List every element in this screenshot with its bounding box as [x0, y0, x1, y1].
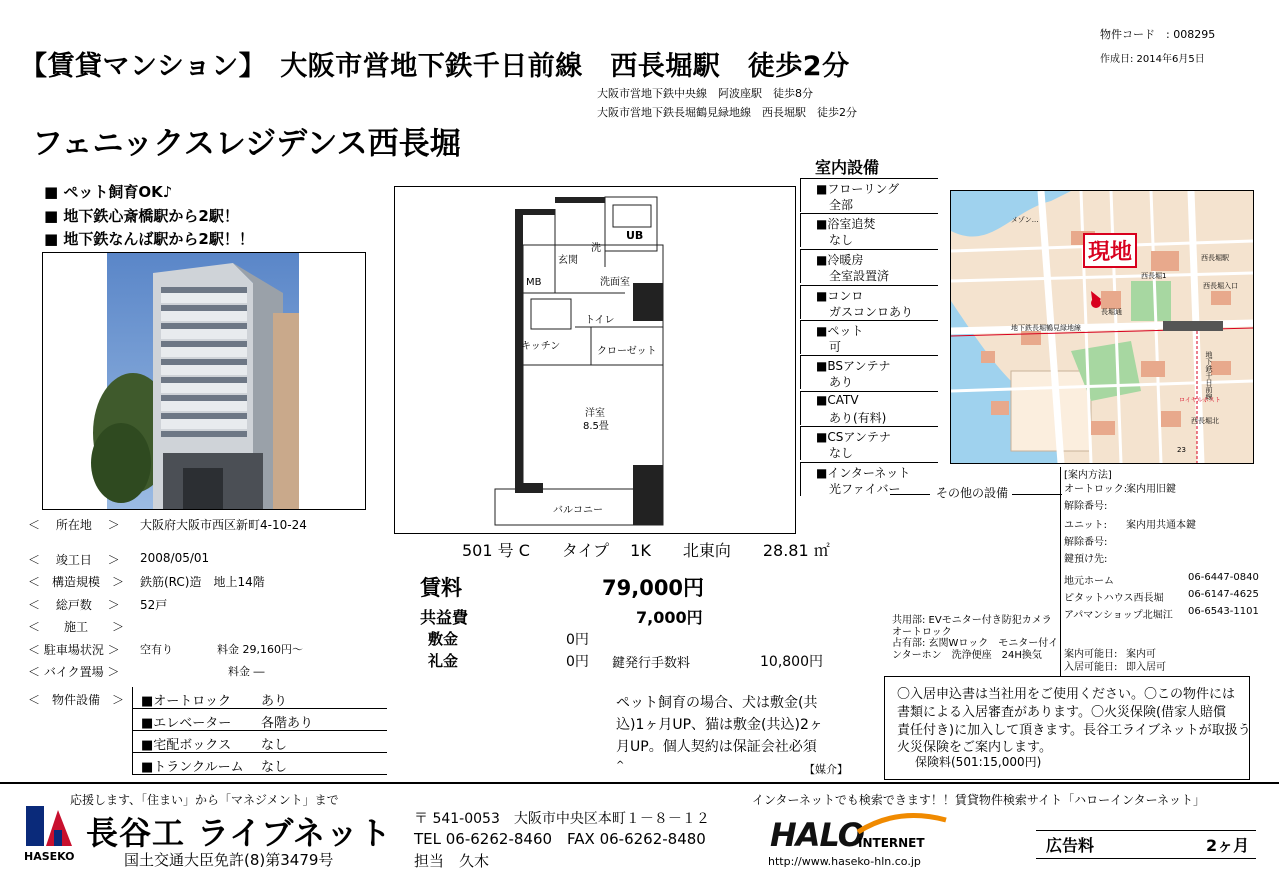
building-equip-row: ■エレベーター 各階あり	[132, 709, 387, 731]
notice-line-2: 書類による入居審査があります。〇火災保険(借家人賠償	[897, 705, 1227, 720]
ad-fee-label: 広告料	[1046, 836, 1095, 855]
feature-3: ■ 地下鉄なんば駅から2駅！！	[44, 230, 254, 248]
interior-item: ■コンロ ガスコンロあり	[800, 285, 938, 319]
map-label-sennichimae: 地下鉄千日前線	[1205, 351, 1213, 400]
common-fee-label: 共益費	[420, 608, 469, 627]
notice-line-5: 保険料(501:15,000円)	[915, 755, 1042, 769]
company-tel-fax: TEL 06-6262-8460 FAX 06-6262-8480	[414, 830, 706, 848]
room-senmen: 洗面室	[600, 277, 630, 288]
license-number: 国土交通大臣免許(8)第3479号	[124, 851, 334, 869]
key-money-label: 礼金	[428, 652, 459, 670]
staff-name: 担当 久木	[414, 852, 490, 870]
common-facilities: 共用部: EVモニター付き防犯カメラ オートロック	[892, 615, 1062, 638]
company-url: http://www.haseko-hln.co.jp	[768, 855, 921, 868]
halo-swoosh-icon	[856, 810, 948, 836]
deposit-value: 0円	[566, 632, 589, 648]
interior-item: ■BSアンテナ あり	[800, 355, 938, 389]
interior-item: ■CSアンテナ なし	[800, 426, 938, 460]
room-toilet: トイレ	[585, 315, 615, 326]
guide-unlock-no: 解除番号:	[1064, 501, 1108, 512]
other-equipment-label: その他の設備	[936, 486, 1009, 500]
company-name: 長谷工 ライブネット	[86, 814, 392, 852]
guide-move-in: 入居可能日: 即入居可	[1064, 662, 1166, 673]
agent-row: 地元ホーム 06-6447-0840	[1064, 572, 1259, 587]
room-mb: MB	[526, 277, 542, 288]
footer-tagline: 応援します、「住まい」から「マネジメント」まで	[70, 793, 339, 807]
map-label-north: 西長堀北	[1191, 417, 1219, 425]
agent-row: アパマンショップ北堀江 06-6543-1101	[1064, 606, 1259, 621]
internet-search-line: インターネットでも検索できます！！賃貸物件検索サイト「ハローインターネット」	[752, 793, 1206, 807]
mediation-label: 【媒介】	[804, 763, 848, 776]
common-fee-value: 7,000円	[636, 608, 703, 627]
location-map	[950, 190, 1254, 464]
sub-line-1: 大阪市営地下鉄中央線 阿波座駅 徒歩8分	[597, 87, 813, 100]
unit-info: 501 号 C タイプ 1K 北東向 28.81 ㎡	[462, 541, 830, 560]
room-genkan: 玄関	[558, 255, 578, 266]
map-label-23: 23	[1177, 446, 1186, 454]
building-photo	[43, 253, 365, 509]
guide-heading: [案内方法]	[1064, 470, 1112, 481]
map-label-mezon: メゾン...	[1011, 216, 1039, 224]
key-money-value: 0円	[566, 654, 589, 670]
map-label-road: 長堀通	[1101, 308, 1122, 316]
floorplan-frame	[394, 186, 796, 534]
interior-item: ■インターネット 光ファイバー	[800, 462, 938, 496]
room-wash: 洗	[591, 243, 601, 254]
room-closet: クローゼット	[597, 346, 657, 357]
haseko-brand: HASEKO	[24, 850, 75, 863]
ad-fee-value: 2ヶ月	[1206, 836, 1250, 855]
deposit-label: 敷金	[428, 630, 459, 648]
property-code: 物件コード : 008295	[1100, 28, 1216, 41]
room-balcony: バルコニー	[553, 505, 603, 516]
building-equip-row: ■宅配ボックス なし	[132, 731, 387, 753]
notice-line-1: 〇入居申込書は当社用をご使用ください。〇この物件には	[897, 687, 1236, 702]
halo-logo: HALO	[770, 816, 864, 854]
room-ub: UB	[626, 229, 644, 242]
interior-item: ■冷暖房 全室設置済	[800, 249, 938, 283]
building-name: フェニックスレジデンス西長堀	[32, 126, 461, 162]
feature-2: ■ 地下鉄心斎橋駅から2駅！	[44, 207, 239, 225]
key-fee-value: 10,800円	[760, 654, 823, 670]
room-kitchen: キッチン	[521, 341, 561, 352]
sub-line-2: 大阪市営地下鉄長堀鶴見緑地線 西長堀駅 徒歩2分	[597, 106, 857, 119]
map-label-entrance: 西長堀入口	[1203, 282, 1238, 290]
guide-ok: 案内可能日: 案内可	[1064, 649, 1156, 660]
interior-item: ■CATV あり(有料)	[800, 391, 938, 425]
building-photo-frame	[42, 252, 366, 510]
guide-autolock: オートロック: 案内用旧鍵	[1064, 484, 1176, 495]
pet-note-2: 込)1ヶ月UP、猫は敷金(共込)2ヶ	[616, 717, 823, 733]
haseko-logo-icon	[26, 806, 72, 846]
company-address: 〒 541-0053 大阪市中央区本町１－８－１２	[414, 811, 710, 827]
guide-unit: ユニット: 案内用共通本鍵	[1064, 520, 1196, 531]
room-western-size: 8.5畳	[583, 421, 609, 432]
notice-line-4: 火災保険をご案内します。	[897, 740, 1052, 755]
building-equip-row: ■オートロック あり	[132, 687, 387, 709]
room-western: 洋室	[585, 408, 605, 419]
notice-box	[884, 676, 1250, 780]
map-label-line: 地下鉄長堀鶴見緑地線	[1011, 324, 1081, 332]
pet-note-caret: ^	[616, 760, 625, 771]
guide-unlock-no-2: 解除番号:	[1064, 537, 1108, 548]
pet-note-3: 月UP。個人契約は保証会社必須	[616, 739, 817, 755]
interior-item: ■浴室追焚 なし	[800, 213, 938, 247]
halo-internet: INTERNET	[858, 836, 925, 850]
notice-line-3: 責任付き)に加入して頂きます。長谷工ライブネットが取扱う	[897, 723, 1251, 738]
key-fee-label: 鍵発行手数料	[612, 656, 691, 671]
map-label-royal: ロイヤルホスト	[1179, 397, 1221, 404]
rent-value: 79,000円	[602, 576, 705, 600]
map-genchi-marker: 現地	[1083, 233, 1137, 268]
interior-item: ■ペット 可	[800, 320, 938, 354]
private-facilities: 占有部: 玄関Wロック モニター付インターホン 洗浄便座 24H換気	[892, 638, 1059, 661]
created-date: 作成日: 2014年6月5日	[1100, 54, 1205, 65]
interior-heading: 室内設備	[815, 158, 880, 177]
feature-1: ■ ペット飼育OK♪	[44, 183, 173, 201]
listing-title: 【賃貸マンション】 大阪市営地下鉄千日前線 西長堀駅 徒歩2分	[20, 51, 850, 82]
building-equip-row: ■トランクルーム なし	[132, 753, 387, 775]
guide-key-place: 鍵預け先:	[1064, 554, 1108, 565]
map-label-nishi: 西長堀1	[1141, 272, 1167, 280]
pet-note-1: ペット飼育の場合、犬は敷金(共	[616, 695, 818, 711]
agent-row: ピタットハウス西長堀 06-6147-4625	[1064, 589, 1259, 604]
interior-item: ■フローリング 全部	[800, 178, 938, 212]
rent-label: 賃料	[420, 576, 462, 600]
map-label-station: 西長堀駅	[1201, 254, 1229, 262]
